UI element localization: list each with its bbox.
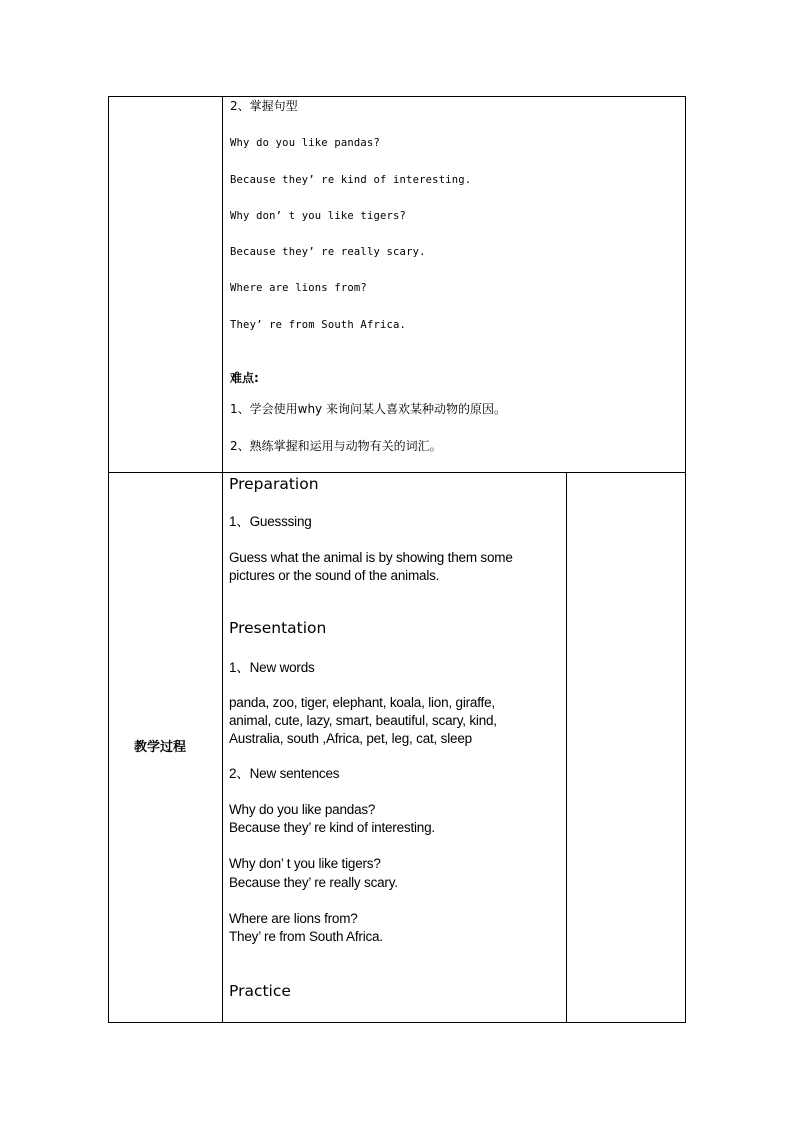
teaching-process-label: 教学过程 <box>134 740 187 755</box>
table-border-bottom <box>108 1022 686 1023</box>
new-sentence-question: Where are lions from? <box>229 911 358 926</box>
table-border-left <box>108 96 109 1023</box>
table-border-middle <box>108 472 686 473</box>
table-border-right <box>685 96 686 1023</box>
new-words-line: panda, zoo, tiger, elephant, koala, lion, giraffe, <box>229 695 495 710</box>
new-sentence-answer: They’ re from South Africa. <box>229 929 383 944</box>
sentence-line: Where are lions from? <box>230 282 367 294</box>
new-sentence-question: Why don’ t you like tigers? <box>229 856 381 871</box>
new-words-title: 1、New words <box>229 660 315 675</box>
sentence-patterns-heading: 2、掌握句型 <box>230 99 298 113</box>
table-divider-notes <box>566 472 567 1023</box>
difficulty-item: 1、学会使用why 来询问某人喜欢某种动物的原因。 <box>230 402 506 416</box>
preparation-item: 1、Guesssing <box>229 514 312 529</box>
table-border-top <box>108 96 686 97</box>
preparation-desc-line: Guess what the animal is by showing them some <box>229 550 513 565</box>
practice-title: Practice <box>229 982 291 1000</box>
sentence-line: Why don’ t you like tigers? <box>230 210 407 222</box>
sentence-line: Because they’ re kind of interesting. <box>230 174 472 186</box>
new-sentence-answer: Because they’ re kind of interesting. <box>229 820 435 835</box>
sentence-line: They’ re from South Africa. <box>230 319 407 331</box>
preparation-title: Preparation <box>229 475 319 493</box>
sentence-line: Because they’ re really scary. <box>230 246 426 258</box>
preparation-desc-line: pictures or the sound of the animals. <box>229 568 440 583</box>
sentence-line: Why do you like pandas? <box>230 137 380 149</box>
new-sentence-answer: Because they’ re really scary. <box>229 875 398 890</box>
new-words-line: animal, cute, lazy, smart, beautiful, scary, kind, <box>229 713 497 728</box>
table-divider-label <box>222 96 223 1023</box>
presentation-title: Presentation <box>229 619 327 637</box>
difficulty-item: 2、熟练掌握和运用与动物有关的词汇。 <box>230 439 442 453</box>
new-sentence-question: Why do you like pandas? <box>229 802 376 817</box>
new-sentences-title: 2、New sentences <box>229 766 340 781</box>
difficulty-title: 难点: <box>230 371 259 385</box>
new-words-line: Australia, south ,Africa, pet, leg, cat, sleep <box>229 731 472 746</box>
